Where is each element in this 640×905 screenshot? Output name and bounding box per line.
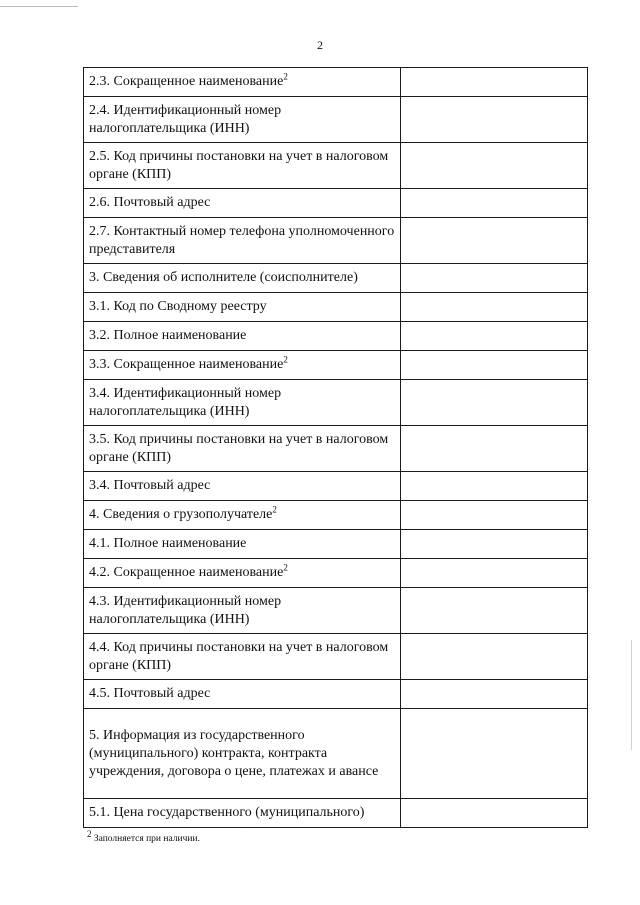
field-label-text: 5.1. Цена государственного (муниципального) (89, 805, 365, 820)
table-row (84, 189, 588, 218)
field-label-text: 2.7. Контактный номер телефона уполномоченного представителя (89, 223, 395, 257)
field-label-text: 4.1. Полное наименование (89, 536, 247, 551)
field-label-text: 5. Информация из государственного (муниципального) контракта, контракта учреждения, договора о цене, платежах и авансе (89, 727, 379, 779)
field-label-text: 4.3. Идентификационный номер налогоплательщика (ИНН) (89, 593, 282, 627)
footnote-ref: 2 (283, 71, 288, 82)
field-value[interactable] (401, 530, 588, 559)
table-row (84, 426, 588, 472)
field-label-text: 4.2. Сокращенное наименование (89, 565, 284, 580)
field-value[interactable] (401, 559, 588, 588)
field-value[interactable] (401, 351, 588, 380)
table-row (84, 501, 588, 530)
field-label (84, 97, 401, 143)
table-row (84, 588, 588, 634)
field-label-text: 3.4. Идентификационный номер налогоплательщика (ИНН) (89, 385, 282, 419)
field-label (84, 322, 401, 351)
field-label-text: 2.6. Почтовый адрес (89, 195, 211, 210)
table-row (84, 799, 588, 828)
field-label (84, 351, 401, 380)
footnote-ref: 2 (283, 354, 288, 365)
footnote-marker: 2 (87, 829, 92, 839)
field-label (84, 264, 401, 293)
field-label (84, 530, 401, 559)
field-label-text: 4. Сведения о грузополучателе (89, 507, 273, 522)
footnote-ref: 2 (272, 504, 277, 515)
field-label-text: 3.2. Полное наименование (89, 328, 247, 343)
field-label (84, 189, 401, 218)
field-label-text: 2.4. Идентификационный номер налогоплательщика (ИНН) (89, 102, 282, 136)
field-label (84, 799, 401, 828)
field-label-text: 3.5. Код причины постановки на учет в налоговом органе (КПП) (89, 431, 389, 465)
table-row (84, 530, 588, 559)
field-value[interactable] (401, 68, 588, 97)
field-label-text: 2.3. Сокращенное наименование (89, 74, 284, 89)
field-value[interactable] (401, 218, 588, 264)
field-value[interactable] (401, 322, 588, 351)
field-value[interactable] (401, 264, 588, 293)
field-value[interactable] (401, 143, 588, 189)
field-label (84, 380, 401, 426)
table-row (84, 97, 588, 143)
field-value[interactable] (401, 97, 588, 143)
field-value[interactable] (401, 680, 588, 709)
table-row (84, 634, 588, 680)
field-label (84, 634, 401, 680)
field-label (84, 472, 401, 501)
footnote-divider (87, 827, 245, 828)
field-value[interactable] (401, 293, 588, 322)
table-row (84, 218, 588, 264)
table-row (84, 380, 588, 426)
form-table (83, 67, 588, 828)
field-value[interactable] (401, 380, 588, 426)
table-row (84, 68, 588, 97)
field-label (84, 218, 401, 264)
field-label (84, 588, 401, 634)
table-row (84, 351, 588, 380)
field-value[interactable] (401, 634, 588, 680)
field-label (84, 143, 401, 189)
field-label (84, 426, 401, 472)
table-row (84, 559, 588, 588)
field-value[interactable] (401, 426, 588, 472)
table-row (84, 143, 588, 189)
field-label (84, 293, 401, 322)
field-label-text: 4.5. Почтовый адрес (89, 686, 211, 701)
scan-edge-mark-right (631, 640, 632, 750)
field-label-text: 3.4. Почтовый адрес (89, 478, 211, 493)
field-label-text: 2.5. Код причины постановки на учет в налоговом органе (КПП) (89, 148, 389, 182)
table-row (84, 472, 588, 501)
scan-edge-mark (0, 6, 78, 7)
field-label-text: 3.1. Код по Сводному реестру (89, 299, 267, 314)
table-row (84, 709, 588, 799)
field-value[interactable] (401, 799, 588, 828)
table-row (84, 293, 588, 322)
field-label (84, 680, 401, 709)
table-row (84, 264, 588, 293)
field-label (84, 501, 401, 530)
table-row (84, 322, 588, 351)
table-row (84, 680, 588, 709)
field-label (84, 709, 401, 799)
footnote-text: Заполняется при наличии. (93, 834, 200, 845)
field-value[interactable] (401, 709, 588, 799)
page-number: 2 (317, 38, 323, 52)
field-value[interactable] (401, 588, 588, 634)
footnote-ref: 2 (283, 562, 288, 573)
footnote (87, 829, 200, 845)
field-value[interactable] (401, 501, 588, 530)
field-label (84, 68, 401, 97)
field-label-text: 3.3. Сокращенное наименование (89, 357, 284, 372)
field-value[interactable] (401, 189, 588, 218)
field-label (84, 559, 401, 588)
field-label-text: 4.4. Код причины постановки на учет в налоговом органе (КПП) (89, 639, 389, 673)
field-value[interactable] (401, 472, 588, 501)
field-label-text: 3. Сведения об исполнителе (соисполнителе) (89, 270, 358, 285)
